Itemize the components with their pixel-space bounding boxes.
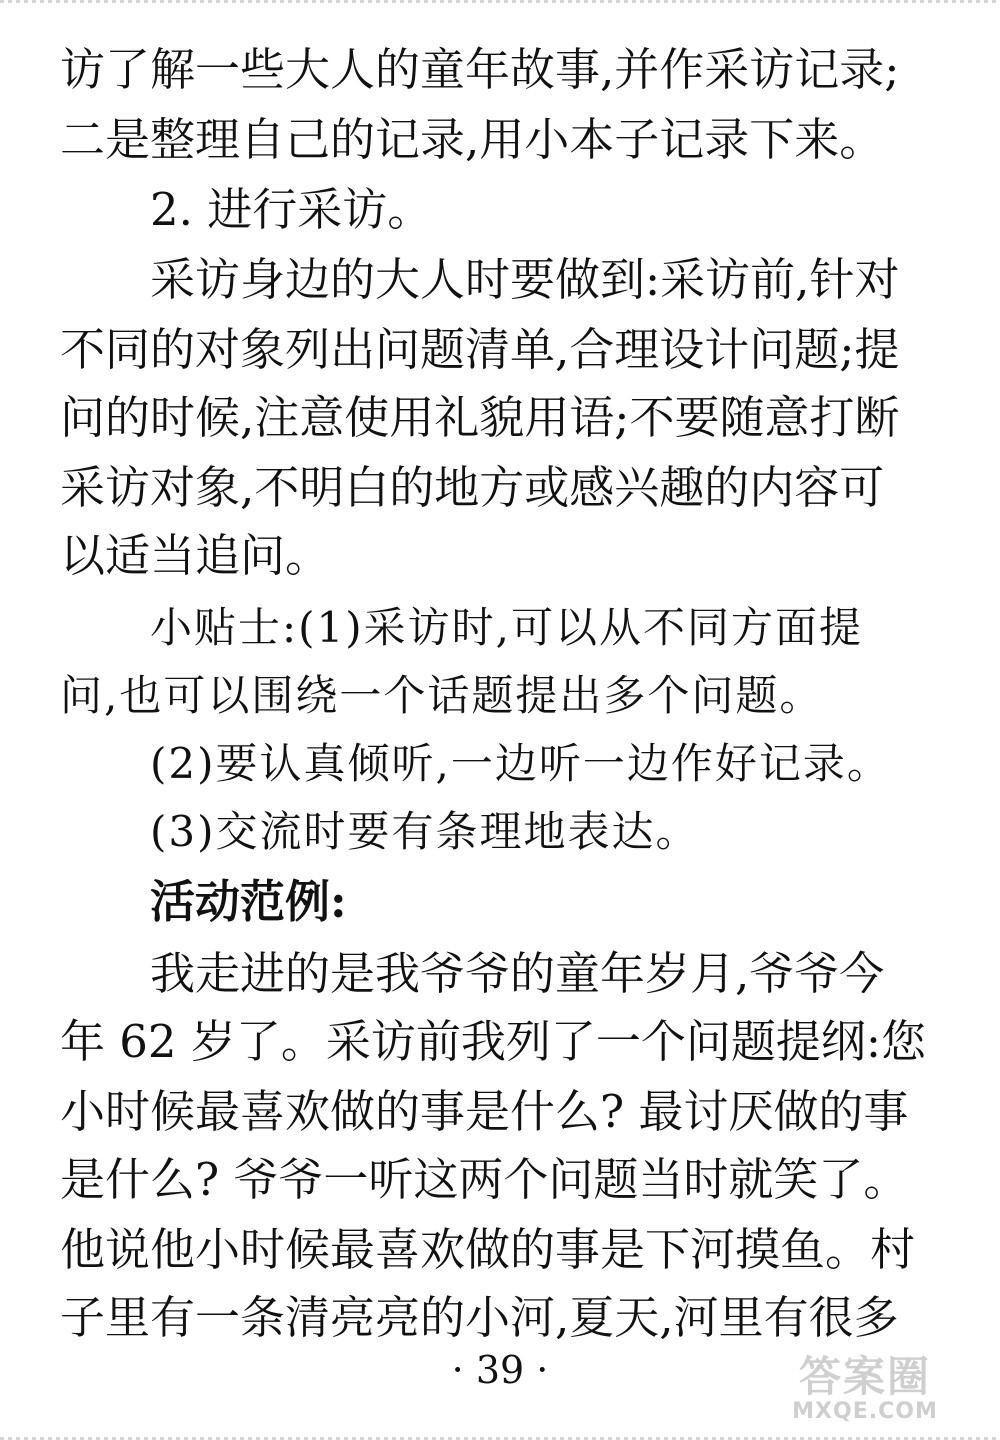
text-line-6: 问的时候,注意使用礼貌用语;不要随意打断 (60, 391, 900, 444)
text-line-7: 采访对象,不明白的地方或感兴趣的内容可 (60, 461, 885, 514)
section-heading-2: 2. 进行采访。 (150, 183, 433, 236)
page-number: · 39 · (451, 1348, 549, 1392)
text-line-4: 采访身边的大人时要做到:采访前,针对 (150, 253, 900, 306)
text-line-19: 子里有一条清亮亮的小河,夏天,河里有很多 (60, 1291, 899, 1344)
text-line-18: 他说他小时候最喜欢做的事是下河摸鱼。村 (60, 1223, 916, 1276)
activity-example-heading: 活动范例: (150, 875, 347, 928)
text-line-15: 年 62 岁了。采访前我列了一个问题提纲:您 (60, 1015, 927, 1068)
text-line-2: 二是整理自己的记录,用小本子记录下来。 (60, 113, 885, 166)
tip-line-1: 小贴士:(1)采访时,可以从不同方面提 (150, 603, 863, 652)
tip-line-3: (2)要认真倾听,一边听一边作好记录。 (150, 739, 891, 788)
text-line-14: 我走进的是我爷爷的童年岁月,爷爷今 (150, 947, 885, 1000)
text-line-5: 不同的对象列出问题清单,合理设计问题;提 (60, 323, 900, 376)
page-top-edge (0, 0, 1000, 3)
tip-line-4: (3)交流时要有条理地表达。 (150, 807, 700, 856)
text-line-8: 以适当追问。 (60, 529, 331, 582)
text-line-16: 小时候最喜欢做的事是什么? 最讨厌做的事 (60, 1085, 909, 1138)
watermark-text-top: 答案圈 (798, 1352, 931, 1401)
tip-line-2: 问,也可以围绕一个话题提出多个问题。 (60, 671, 824, 720)
watermark-logo (770, 1352, 960, 1427)
watermark-text-bottom: MXQE.COM (792, 1399, 938, 1424)
text-line-1: 访了解一些大人的童年故事,并作采访记录; (60, 43, 900, 96)
text-line-17: 是什么? 爷爷一听这两个问题当时就笑了。 (60, 1153, 909, 1206)
